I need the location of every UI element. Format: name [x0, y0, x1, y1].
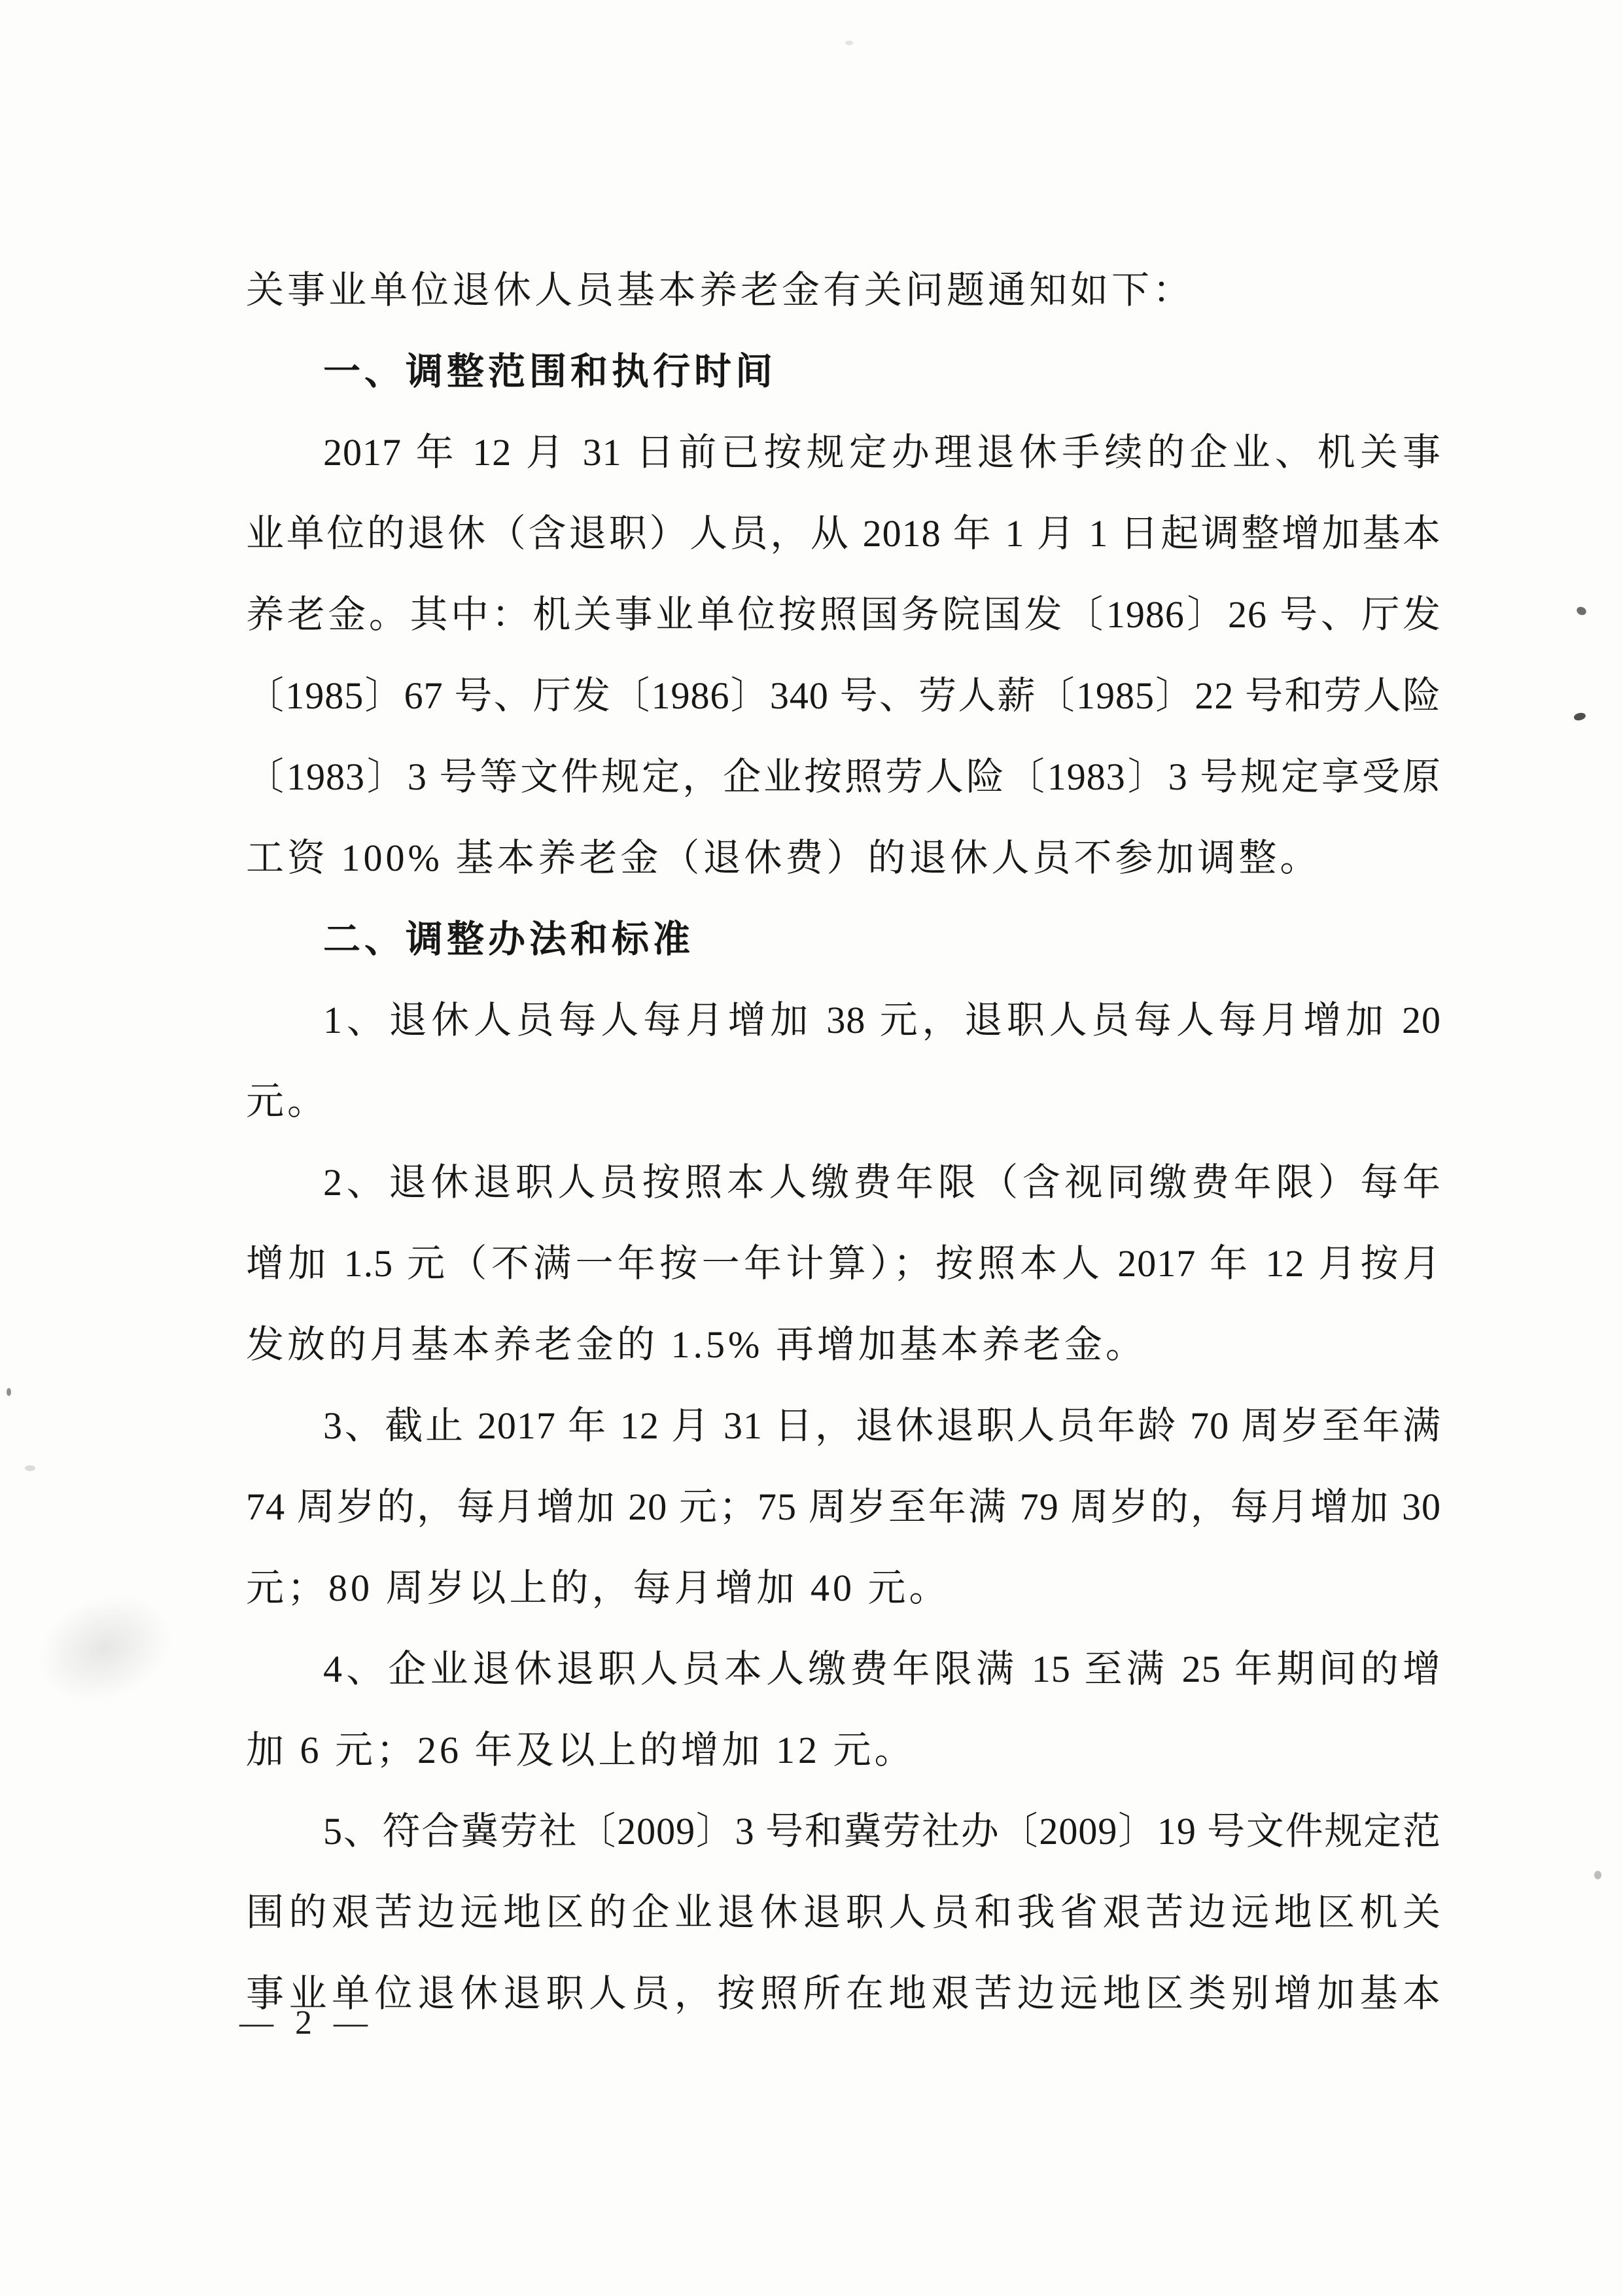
page-number: — 2 —: [239, 2004, 374, 2042]
text-line: 工资 100% 基本养老金（退休费）的退休人员不参加调整。: [246, 837, 1321, 879]
text-line: 〔1983〕3 号等文件规定，企业按照劳人险〔1983〕3 号规定享受原: [246, 756, 1441, 798]
text-line: 4、企业退休退职人员本人缴费年限满 15 至满 25 年期间的增: [323, 1648, 1441, 1690]
text-line: 1、退休人员每人每月增加 38 元，退职人员每人每月增加 20: [323, 999, 1441, 1041]
section-heading: 二、调整办法和标准: [323, 918, 694, 960]
text-line: 2、退休退职人员按照本人缴费年限（含视同缴费年限）每年: [323, 1161, 1441, 1204]
text-line: 3、截止 2017 年 12 月 31 日，退休退职人员年龄 70 周岁至年满: [323, 1404, 1441, 1447]
document-body: [246, 250, 1441, 2034]
scan-speck: [7, 1388, 11, 1396]
scan-speck: [845, 41, 853, 45]
text-line: 〔1985〕67 号、厅发〔1986〕340 号、劳人薪〔1985〕22 号和劳人险: [246, 674, 1441, 717]
text-line: 加 6 元；26 年及以上的增加 12 元。: [246, 1729, 916, 1771]
scan-speck: [1575, 605, 1588, 616]
text-line: 74 周岁的，每月增加 20 元；75 周岁至年满 79 周岁的，每月增加 30: [246, 1486, 1441, 1528]
text-line: 关事业单位退休人员基本养老金有关问题通知如下：: [246, 269, 1195, 311]
text-line: 养老金。其中：机关事业单位按照国务院国发〔1986〕26 号、厅发: [246, 593, 1441, 636]
text-line: 发放的月基本养老金的 1.5% 再增加基本养老金。: [246, 1323, 1147, 1366]
text-line: 事业单位退休退职人员，按照所在地艰苦边远地区类别增加基本: [246, 1972, 1441, 2015]
text-line: 2017 年 12 月 31 日前已按规定办理退休手续的企业、机关事: [323, 431, 1441, 474]
text-line: 5、符合冀劳社〔2009〕3 号和冀劳社办〔2009〕19 号文件规定范: [323, 1810, 1441, 1852]
scan-speck: [25, 1465, 35, 1471]
scan-speck: [1573, 712, 1586, 722]
scan-smudge: [18, 1573, 191, 1724]
scan-speck: [1594, 1871, 1601, 1879]
section-heading: 一、调整范围和执行时间: [323, 351, 777, 392]
text-line: 元；80 周岁以上的，每月增加 40 元。: [246, 1567, 951, 1609]
text-line: 增加 1.5 元（不满一年按一年计算）；按照本人 2017 年 12 月按月: [246, 1242, 1441, 1285]
text-line: 元。: [246, 1080, 329, 1122]
text-line: 业单位的退休（含退职）人员，从 2018 年 1 月 1 日起调整增加基本: [246, 512, 1441, 555]
text-line: 围的艰苦边远地区的企业退休退职人员和我省艰苦边远地区机关: [246, 1891, 1441, 1934]
